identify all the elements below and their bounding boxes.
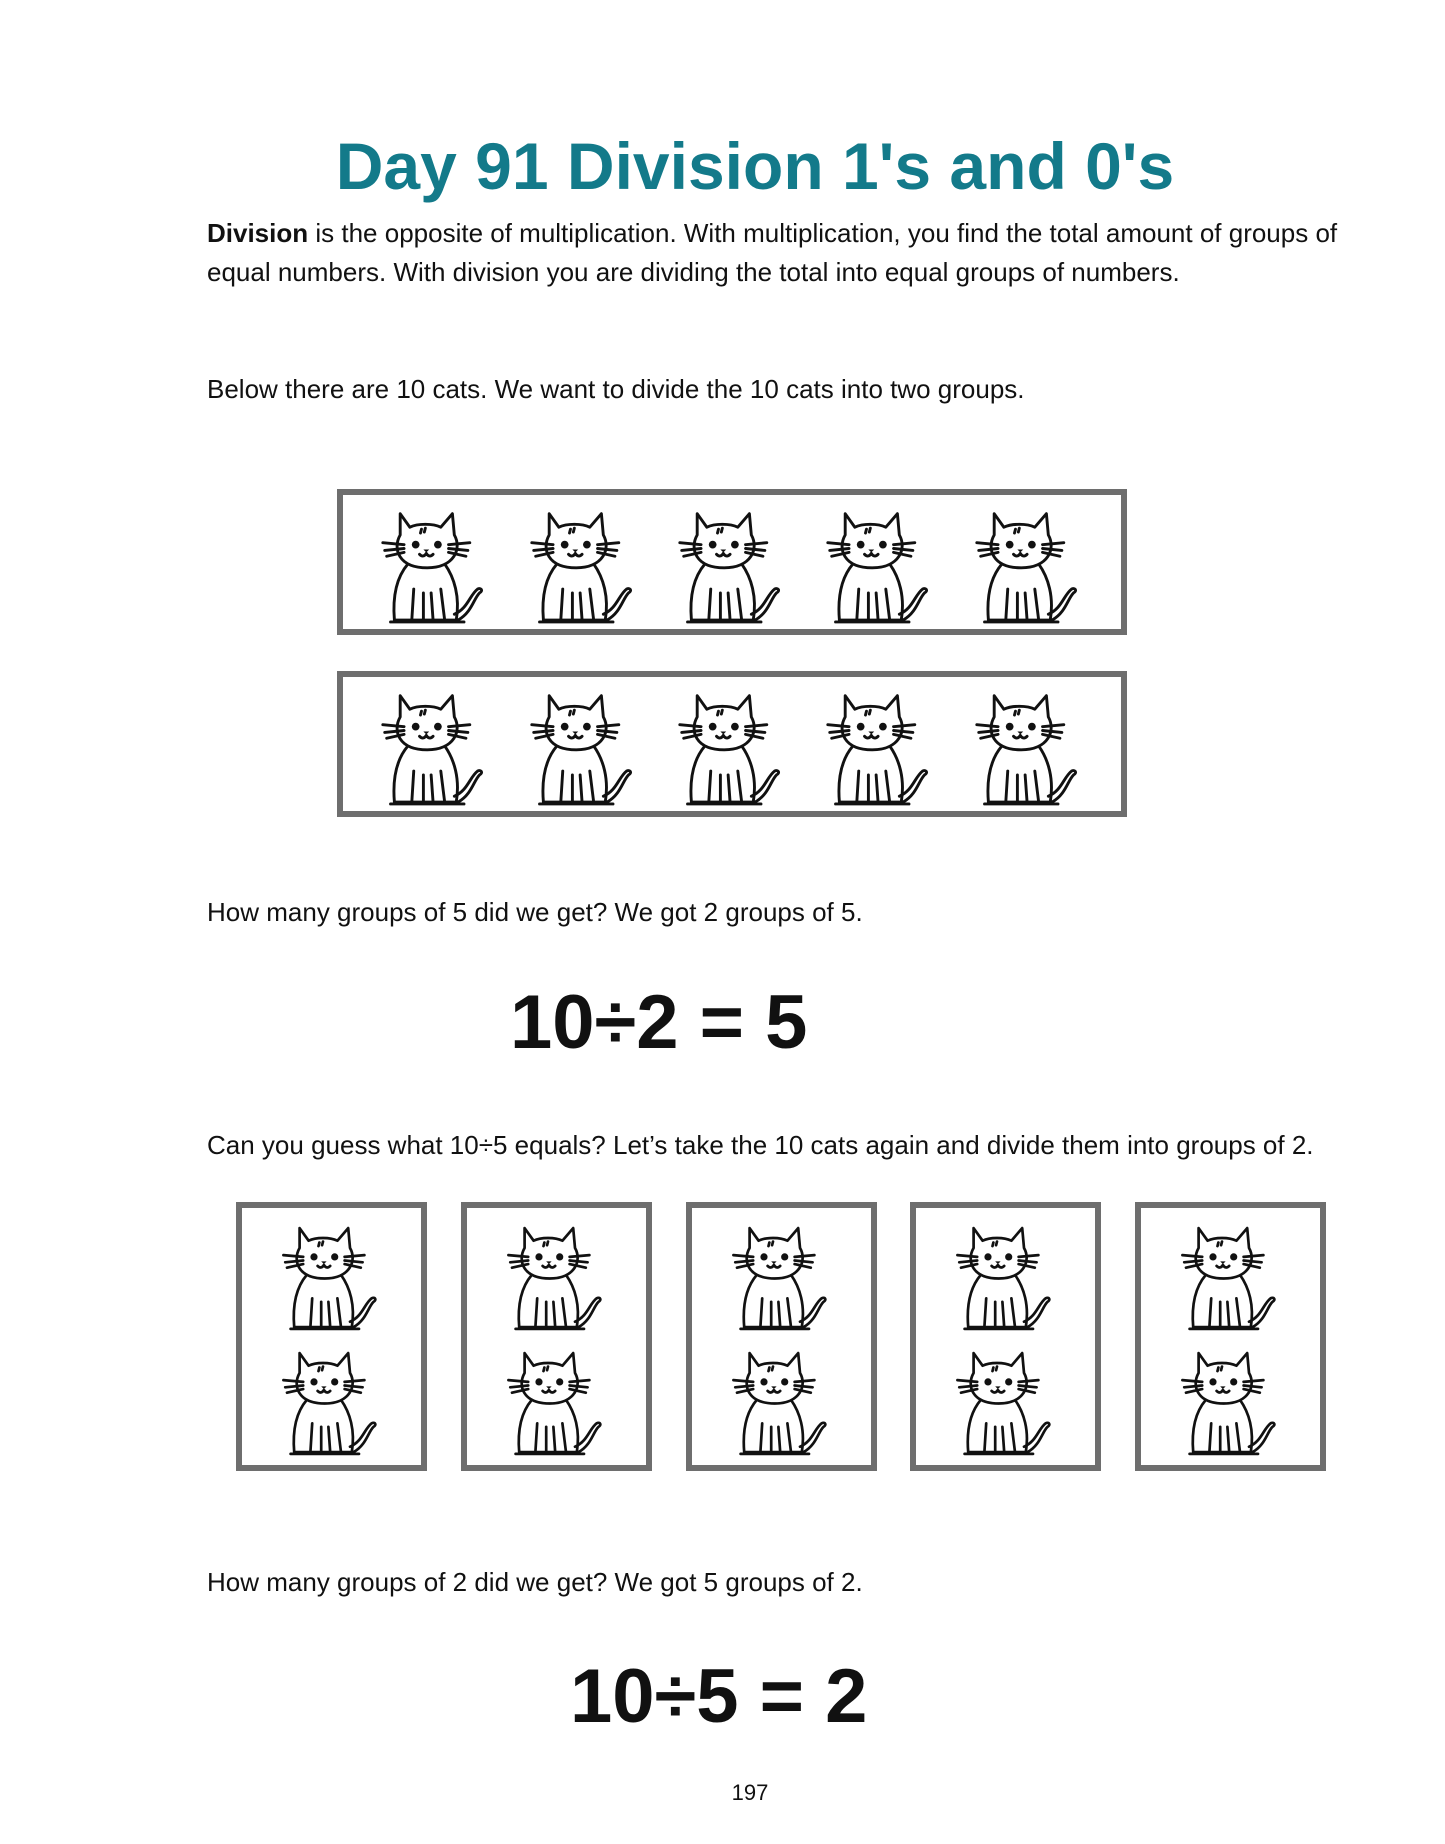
cat-icon [822,681,938,809]
intro-text: is the opposite of multiplication. With multiplication, you find the total amount of groups of equal numbers. With division you are dividing the total into equal groups of numbers. [207,218,1338,287]
equation-10-div-5: 10÷5 = 2 [570,1654,868,1739]
ten-cats-paragraph: Below there are 10 cats. We want to divide the 10 cats into two groups. [207,374,1025,404]
page-title: Day 91 Division 1's and 0's [335,129,1175,203]
cat-icon [971,499,1087,627]
cat-icon [377,499,493,627]
cat-icon [278,1339,386,1459]
cat-icon [952,1339,1060,1459]
cat-icon [822,499,938,627]
cat-icon [728,1339,836,1459]
guess-paragraph: Can you guess what 10÷5 equals? Let’s take the 10 cats again and divide them into groups of 2. [207,1130,1314,1160]
cat-icon [377,681,493,809]
cat-group-pair-5 [1135,1202,1326,1471]
cat-group-row-2 [337,671,1127,817]
cat-icon [1177,1214,1285,1334]
cat-icon [674,499,790,627]
cat-icon [278,1214,386,1334]
cat-icon [526,499,642,627]
equation-10-div-2: 10÷2 = 5 [510,980,808,1065]
division-term: Division [207,218,309,248]
cat-icon [1177,1339,1285,1459]
page-number: 197 [731,1780,769,1805]
cat-icon [526,681,642,809]
cat-icon [503,1214,611,1334]
intro-paragraph [207,214,1347,292]
cat-icon [674,681,790,809]
cat-group-row-1 [337,489,1127,635]
question-groups-of-5: How many groups of 5 did we get? We got 2 groups of 5. [207,897,863,927]
cat-icon [503,1339,611,1459]
cat-group-pair-4 [910,1202,1101,1471]
cat-icon [952,1214,1060,1334]
cat-group-pair-3 [686,1202,877,1471]
cat-icon [971,681,1087,809]
cat-icon [728,1214,836,1334]
cat-group-pair-2 [461,1202,652,1471]
question-groups-of-2: How many groups of 2 did we get? We got 5 groups of 2. [207,1567,863,1597]
cat-group-pair-1 [236,1202,427,1471]
